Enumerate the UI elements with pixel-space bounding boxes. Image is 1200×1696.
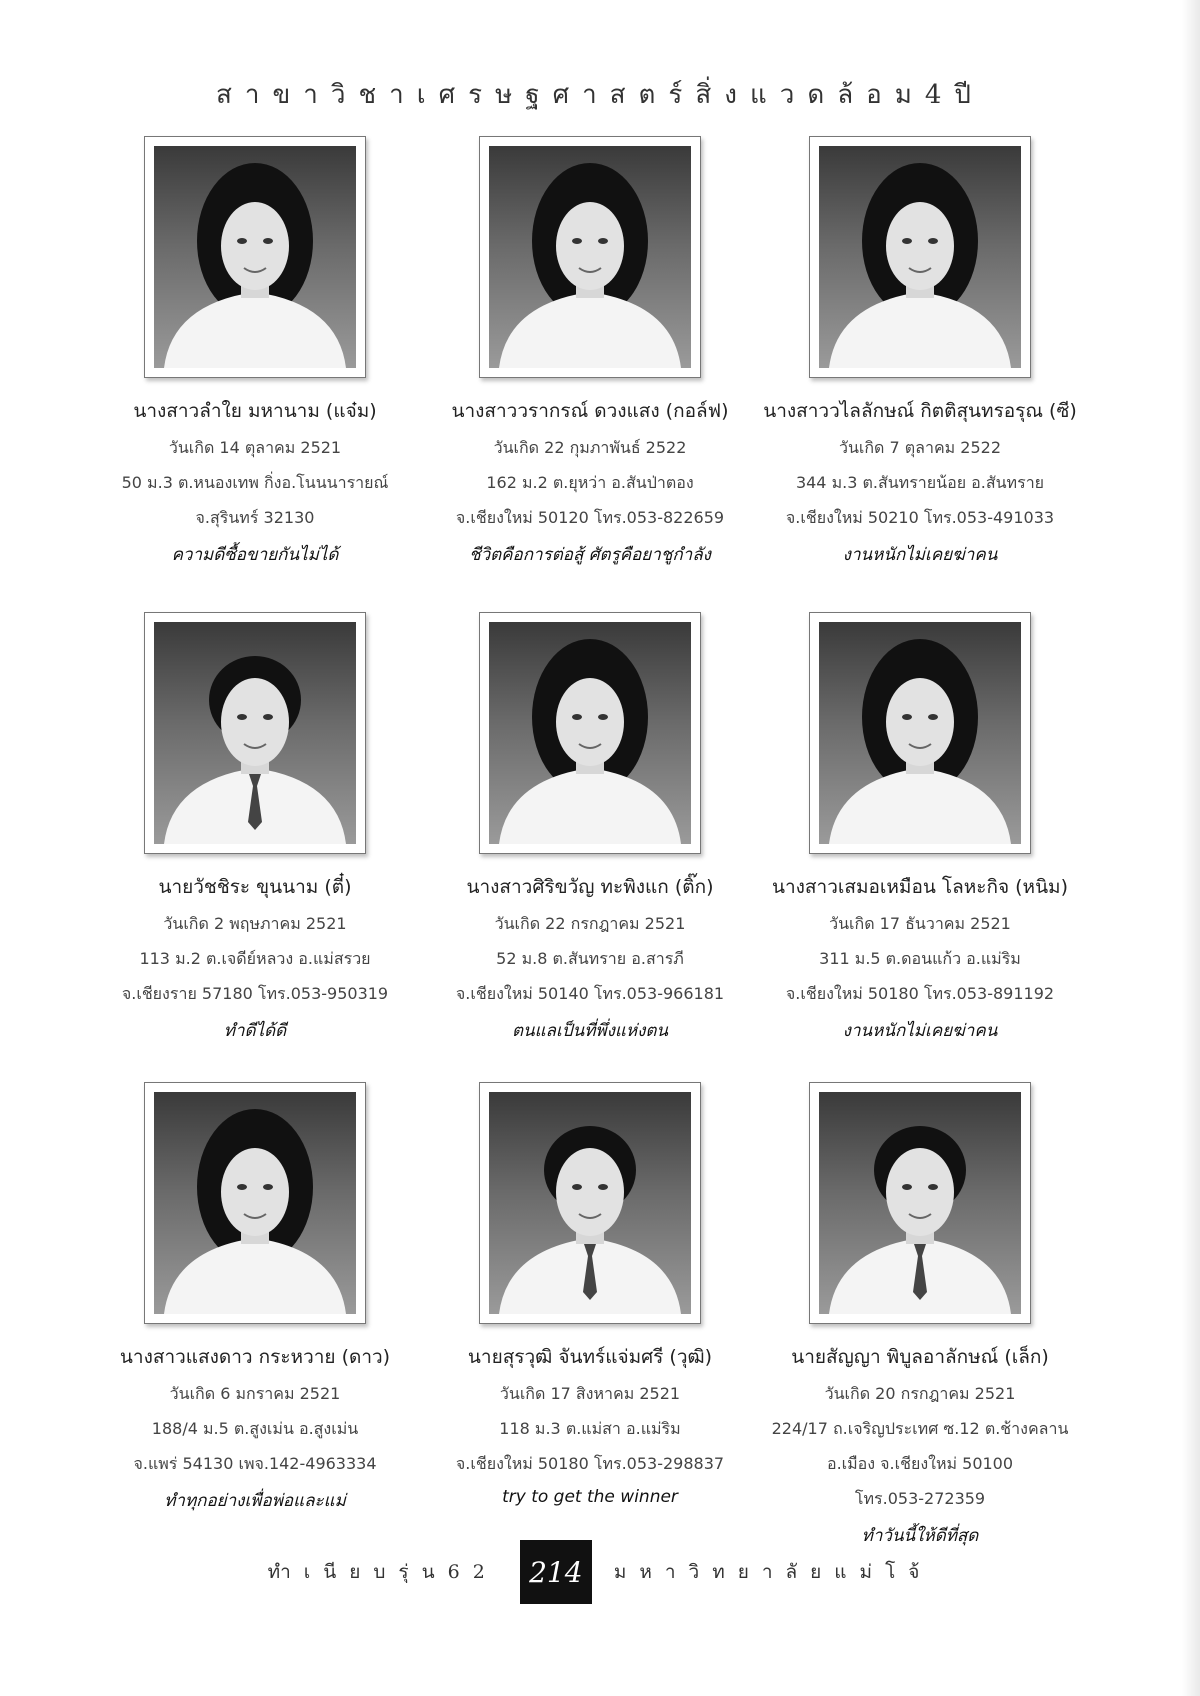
student-photo: [809, 612, 1031, 854]
student-motto: try to get the winner: [502, 1487, 678, 1507]
student-address: 118 ม.3 ต.แม่สา อ.แม่ริม: [499, 1419, 681, 1438]
student-card: [90, 136, 420, 568]
student-name: นายวัชชิระ ขุนนาม (ตี๋): [158, 876, 352, 898]
page-footer: [0, 1540, 1200, 1604]
student-card: [755, 1082, 1085, 1549]
student-name: นางสาวลำใย มหานาม (แจ๋ม): [133, 400, 377, 422]
student-name: นายสัญญา พิบูลอาลักษณ์ (เล็ก): [791, 1346, 1049, 1368]
student-card: [425, 136, 755, 568]
student-motto: ทำวันนี้ให้ดีที่สุด: [861, 1526, 979, 1546]
student-name: นางสาวเสมอเหมือน โลหะกิจ (หนิม): [772, 876, 1068, 898]
student-birthdate: วันเกิด 6 มกราคม 2521: [169, 1384, 341, 1403]
student-address: จ.เชียงใหม่ 50180 โทร.053-298837: [455, 1454, 725, 1473]
student-card: [425, 612, 755, 1044]
student-card: [425, 1082, 755, 1507]
student-address: 311 ม.5 ต.ดอนแก้ว อ.แม่ริม: [819, 949, 1021, 968]
portrait-image: [154, 622, 356, 844]
student-motto: ทำทุกอย่างเพื่อพ่อและแม่: [164, 1491, 346, 1511]
student-address: จ.เชียงราย 57180 โทร.053-950319: [121, 984, 389, 1003]
student-birthdate: วันเกิด 17 สิงหาคม 2521: [499, 1384, 681, 1403]
student-photo: [809, 136, 1031, 378]
student-name: นางสาวแสงดาว กระหวาย (ดาว): [119, 1346, 391, 1368]
footer-university-label: มหาวิทยาลัยแม่โจ้: [613, 1561, 933, 1583]
student-address: 224/17 ถ.เจริญประเทศ ซ.12 ต.ช้างคลาน: [771, 1419, 1069, 1438]
portrait-image: [489, 622, 691, 844]
student-birthdate: วันเกิด 22 กุมภาพันธ์ 2522: [493, 438, 687, 457]
student-photo: [479, 1082, 701, 1324]
student-address: 188/4 ม.5 ต.สูงเม่น อ.สูงเม่น: [151, 1419, 359, 1438]
portrait-image: [489, 1092, 691, 1314]
student-motto: ตนแลเป็นที่พึ่งแห่งตน: [511, 1021, 669, 1041]
student-address: 52 ม.8 ต.สันทราย อ.สารภี: [496, 949, 684, 968]
student-card: [90, 1082, 420, 1514]
student-address: 50 ม.3 ต.หนองเทพ กิ่งอ.โนนนารายณ์: [121, 473, 389, 492]
student-motto: ทำดีได้ดี: [223, 1021, 287, 1041]
page-title: สาขาวิชาเศรษฐศาสตร์สิ่งแวดล้อม4ปี: [216, 80, 984, 110]
student-address: 162 ม.2 ต.ยุหว่า อ.สันป่าตอง: [486, 473, 694, 492]
student-name: นางสาววรากรณ์ ดวงแสง (กอล์ฟ): [451, 400, 729, 422]
student-address: จ.เชียงใหม่ 50120 โทร.053-822659: [455, 508, 725, 527]
portrait-image: [819, 622, 1021, 844]
student-address: จ.เชียงใหม่ 50140 โทร.053-966181: [455, 984, 725, 1003]
student-photo: [144, 1082, 366, 1324]
page-edge-shade: [1182, 0, 1200, 1696]
student-photo: [479, 612, 701, 854]
student-address: 344 ม.3 ต.สันทรายน้อย อ.สันทราย: [795, 473, 1045, 492]
student-address: จ.เชียงใหม่ 50210 โทร.053-491033: [785, 508, 1055, 527]
student-name: นายสุรวุฒิ จันทร์แจ่มศรี (วุฒิ): [467, 1346, 713, 1368]
student-motto: ชีวิตคือการต่อสู้ ศัตรูคือยาชูกำลัง: [469, 545, 711, 565]
student-name: นางสาววไลลักษณ์ กิตติสุนทรอรุณ (ซี): [763, 400, 1077, 422]
student-birthdate: วันเกิด 17 ธันวาคม 2521: [829, 914, 1011, 933]
student-card: [755, 136, 1085, 568]
student-address: จ.แพร่ 54130 เพจ.142-4963334: [133, 1454, 377, 1473]
student-address: อ.เมือง จ.เชียงใหม่ 50100: [826, 1454, 1014, 1473]
student-card: [755, 612, 1085, 1044]
student-birthdate: วันเกิด 22 กรกฎาคม 2521: [494, 914, 686, 933]
student-card: [90, 612, 420, 1044]
student-motto: งานหนักไม่เคยฆ่าคน: [842, 545, 998, 565]
student-address: 113 ม.2 ต.เจดีย์หลวง อ.แม่สรวย: [139, 949, 371, 968]
student-photo: [144, 612, 366, 854]
student-birthdate: วันเกิด 7 ตุลาคม 2522: [838, 438, 1002, 457]
student-name: นางสาวศิริขวัญ ทะพิงแก (ติ๊ก): [466, 876, 714, 898]
student-birthdate: วันเกิด 20 กรกฎาคม 2521: [824, 1384, 1016, 1403]
student-photo: [144, 136, 366, 378]
student-photo: [479, 136, 701, 378]
student-address: โทร.053-272359: [854, 1489, 986, 1508]
student-address: จ.สุรินทร์ 32130: [195, 508, 315, 527]
student-photo: [809, 1082, 1031, 1324]
student-address: จ.เชียงใหม่ 50180 โทร.053-891192: [785, 984, 1055, 1003]
student-motto: งานหนักไม่เคยฆ่าคน: [842, 1021, 998, 1041]
student-birthdate: วันเกิด 2 พฤษภาคม 2521: [163, 914, 347, 933]
footer-yearbook-label: ทำเนียบรุ่น62: [267, 1561, 498, 1583]
portrait-image: [819, 1092, 1021, 1314]
page-number: 214: [520, 1540, 592, 1604]
portrait-image: [819, 146, 1021, 368]
student-motto: ความดีซื้อขายกันไม่ได้: [171, 545, 339, 565]
student-birthdate: วันเกิด 14 ตุลาคม 2521: [168, 438, 342, 457]
portrait-image: [489, 146, 691, 368]
portrait-image: [154, 1092, 356, 1314]
portrait-image: [154, 146, 356, 368]
